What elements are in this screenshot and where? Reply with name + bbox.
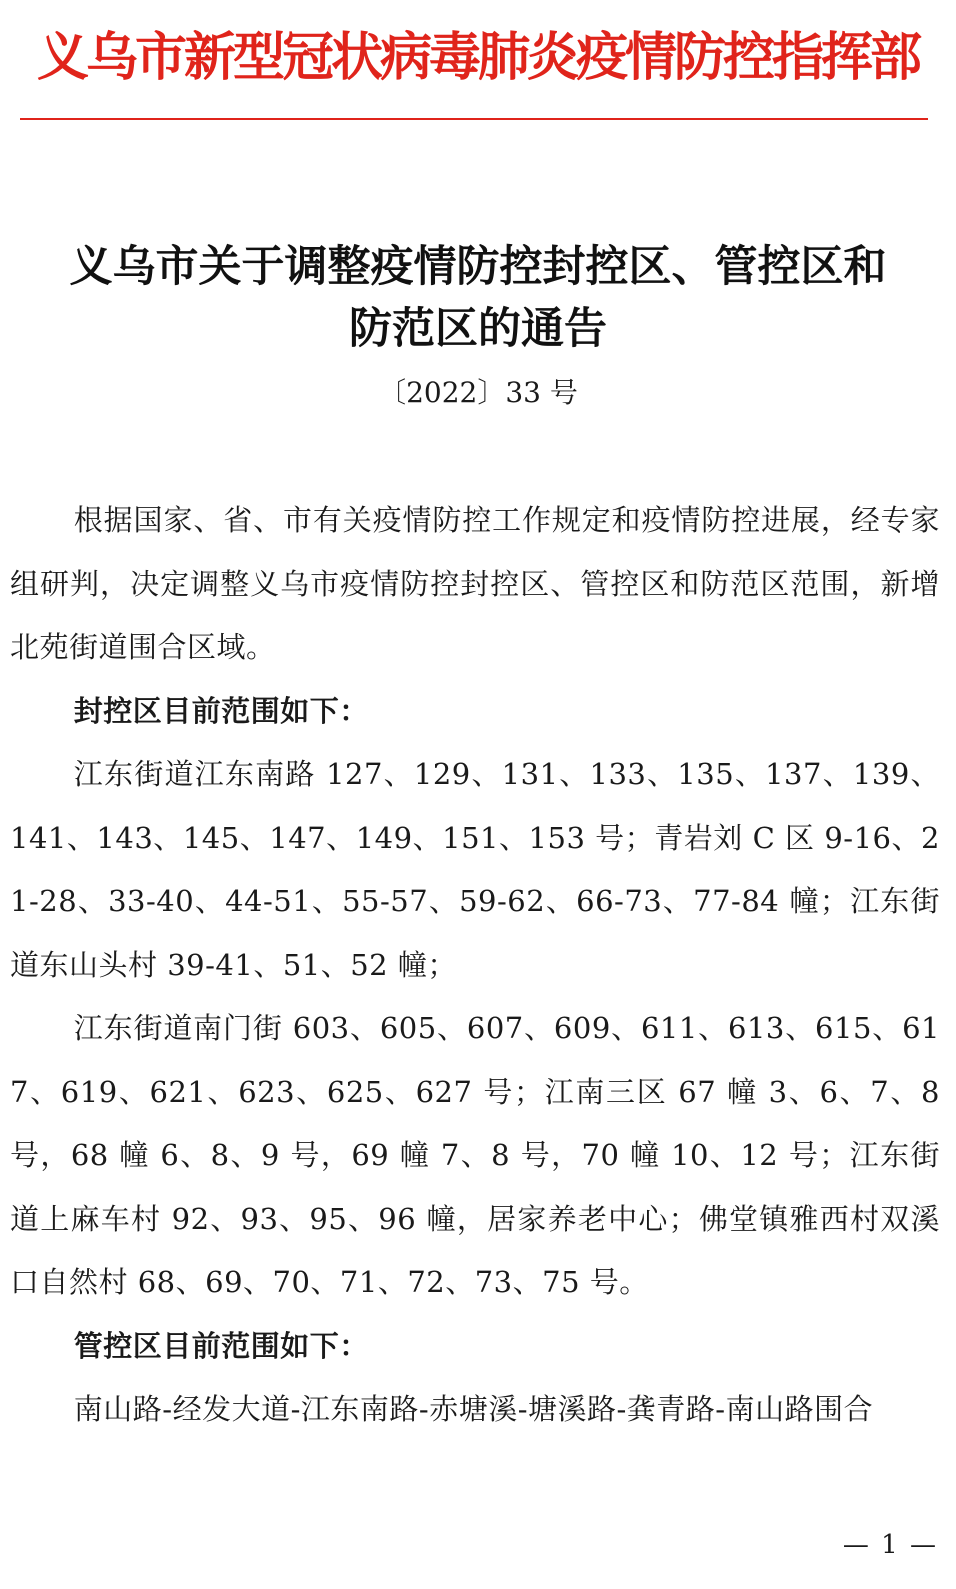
lockdown-area-heading: 封控区目前范围如下： xyxy=(73,693,369,728)
document-number: 〔2022〕33 号 xyxy=(378,376,578,409)
title-line-2: 防范区的通告 xyxy=(349,304,607,354)
control-area-paragraph: 南山路-经发大道-江东南路-赤塘溪-塘溪路-龚青路-南山路围合 xyxy=(73,1392,874,1426)
lockdown-area-paragraph-2: 江东街道南门街 603、605、607、609、611、613、615、617、619、621、623、625、627 号；江南三区 67 幢 3、6、7、8 号，68 幢 6、8、9 号，69 幢 7、8 号，70 幢 10、12 号；江东街道上麻车村 92、93、95、96 幢，居家养老中心；佛堂镇雅西村双溪口自然村 68、69、70、71、72、73、75 号。 xyxy=(10,1011,940,1299)
red-divider-line xyxy=(20,118,928,120)
document-body xyxy=(10,489,940,1442)
lockdown-area-paragraph-1: 江东街道江东南路 127、129、131、133、135、137、139、141、143、145、147、149、151、153 号；青岩刘 C 区 9-16、21-28、33-40、44-51、55-57、59-62、66-73、77-84 幢；江东街道东山头村 39-41、51、52 幢； xyxy=(10,757,940,982)
title-line-1: 义乌市关于调整疫情防控封控区、管控区和 xyxy=(69,242,887,292)
intro-paragraph: 根据国家、省、市有关疫情防控工作规定和疫情防控进展，经专家组研判，决定调整义乌市疫情防控封控区、管控区和防范区范围，新增北苑街道围合区域。 xyxy=(10,503,940,664)
issuing-organization: 义乌市新型冠状病毒肺炎疫情防控指挥部 xyxy=(36,27,919,88)
page-number: — 1 — xyxy=(842,1530,938,1560)
control-area-heading: 管控区目前范围如下： xyxy=(73,1328,369,1363)
document-title xyxy=(0,236,956,360)
